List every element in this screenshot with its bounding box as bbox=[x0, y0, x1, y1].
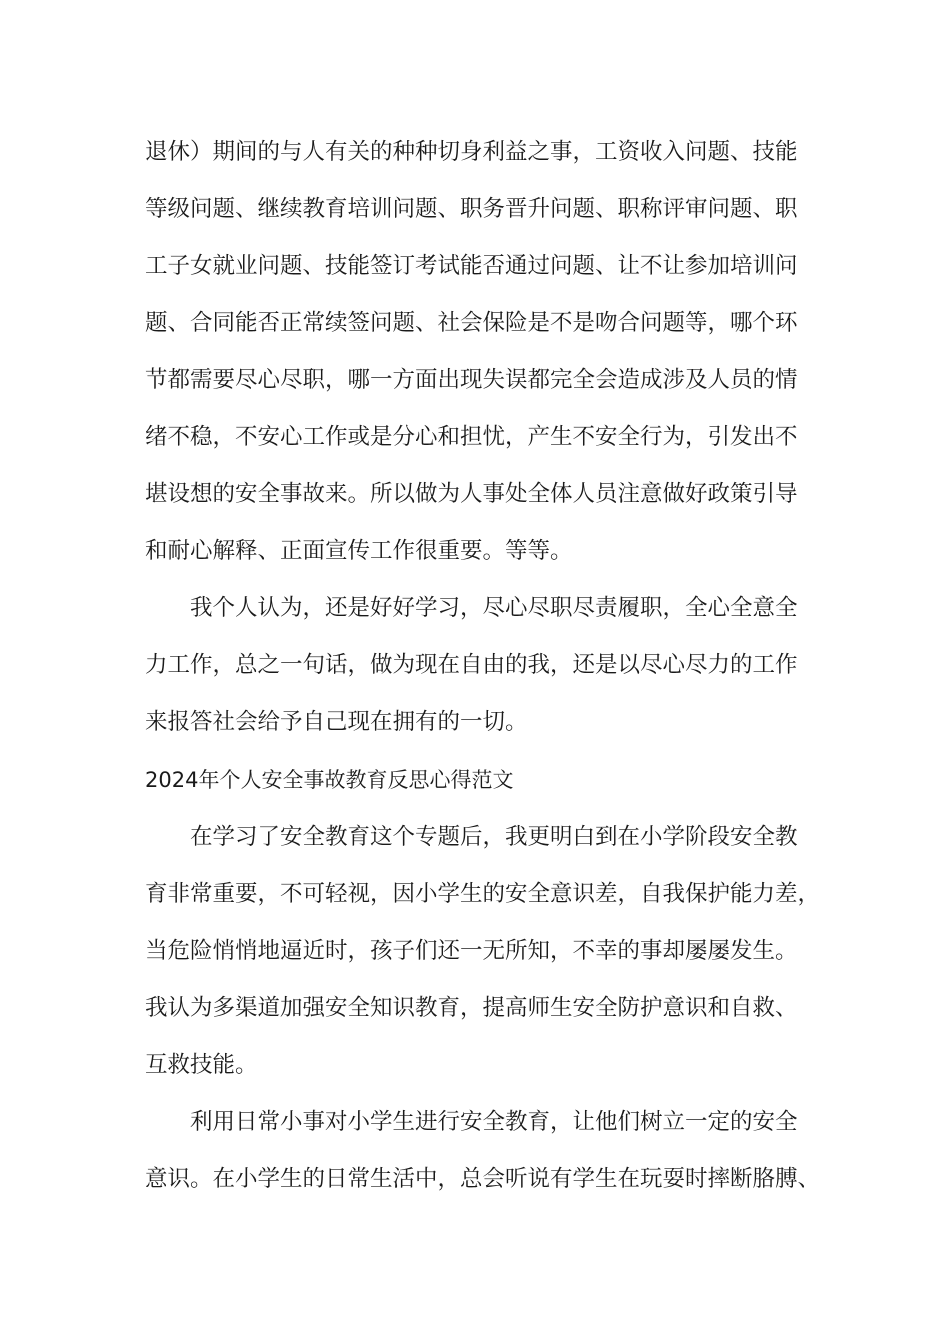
paragraph-3-line-3: 当危险悄悄地逼近时，孩子们还一无所知，不幸的事却屡屡发生。 bbox=[145, 938, 798, 964]
paragraph-4-line-1: 利用日常小事对小学生进行安全教育，让他们树立一定的安全 bbox=[190, 1109, 798, 1135]
paragraph-2-line-1: 我个人认为，还是好好学习，尽心尽职尽责履职，全心全意全 bbox=[190, 595, 798, 621]
paragraph-3-line-1: 在学习了安全教育这个专题后，我更明白到在小学阶段安全教 bbox=[190, 824, 798, 850]
paragraph-1-line-7: 堪设想的安全事故来。所以做为人事处全体人员注意做好政策引导 bbox=[145, 481, 798, 507]
paragraph-1-line-1: 退休）期间的与人有关的种种切身利益之事，工资收入问题、技能 bbox=[145, 139, 798, 165]
paragraph-1-line-2: 等级问题、继续教育培训问题、职务晋升问题、职称评审问题、职 bbox=[145, 196, 798, 222]
paragraph-1-line-3: 工子女就业问题、技能签订考试能否通过问题、让不让参加培训问 bbox=[145, 253, 798, 279]
paragraph-3-line-4: 我认为多渠道加强安全知识教育，提高师生安全防护意识和自救、 bbox=[145, 995, 798, 1021]
paragraph-3-line-2: 育非常重要，不可轻视，因小学生的安全意识差，自我保护能力差， bbox=[145, 881, 821, 907]
paragraph-2-line-3: 来报答社会给予自己现在拥有的一切。 bbox=[145, 709, 528, 735]
paragraph-1-line-6: 绪不稳，不安心工作或是分心和担忧，产生不安全行为，引发出不 bbox=[145, 424, 798, 450]
paragraph-1-line-4: 题、合同能否正常续签问题、社会保险是不是吻合问题等，哪个环 bbox=[145, 310, 798, 336]
paragraph-3-line-5: 互救技能。 bbox=[145, 1052, 258, 1078]
paragraph-1-line-5: 节都需要尽心尽职，哪一方面出现失误都完全会造成涉及人员的情 bbox=[145, 367, 798, 393]
paragraph-2-line-2: 力工作，总之一句话，做为现在自由的我，还是以尽心尽力的工作 bbox=[145, 652, 798, 678]
section-heading: 2024年个人安全事故教育反思心得范文 bbox=[145, 768, 514, 792]
paragraph-4-line-2: 意识。在小学生的日常生活中，总会听说有学生在玩耍时摔断胳膊、 bbox=[145, 1166, 821, 1192]
paragraph-1-line-8: 和耐心解释、正面宣传工作很重要。等等。 bbox=[145, 538, 573, 564]
